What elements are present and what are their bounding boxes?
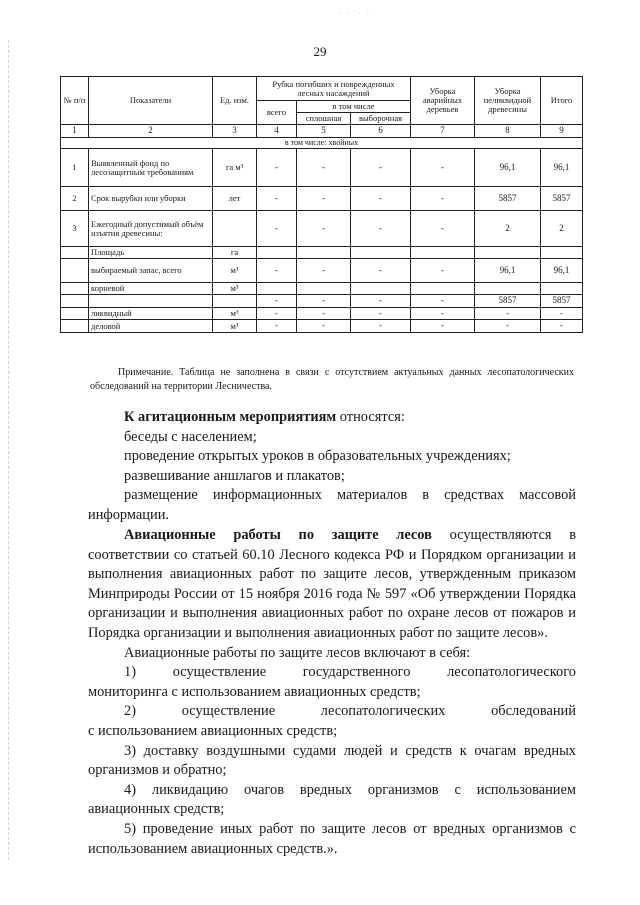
cell: - (297, 259, 351, 283)
row-num: 2 (61, 187, 89, 211)
header-felling-group: Рубка погибших и поврежденных лесных насаждений (257, 77, 411, 101)
row-name (89, 295, 213, 307)
cell: - (351, 295, 411, 307)
col-number: 6 (351, 125, 411, 138)
row-unit: га м³ (213, 149, 257, 187)
cell: - (257, 307, 297, 319)
row-name: Площадь (89, 247, 213, 259)
aviation-lead-bold: Авиационные работы по защите лесов (124, 527, 432, 543)
header-emergency: Уборка аварийных деревьев (411, 77, 475, 125)
table-row (61, 247, 583, 259)
row-unit: м³ (213, 307, 257, 319)
aviation-lead-rest: осуществляются в соответствии со статьей 60.10 Лесного кодекса РФ и Порядком организации и выполнения авиационных работ по защите лесов, утвержденным приказом Минприроды России от 15 ноября 2016 года № 597 «Об утверждении Порядка организации и выполнения авиационных работ по охране лесов от пожаров и Порядка организации и выполнения авиационных работ по защите лесов». (88, 527, 576, 641)
row-name: деловой (89, 320, 213, 332)
header-illiquid: Уборка неликвидной древесины (475, 77, 541, 125)
aviation-item-2-line (88, 702, 576, 722)
aviation-item-5: 5) проведение иных работ по защите лесов от вредных организмов с использованием авиационных средств.». (88, 820, 576, 857)
table-row (61, 149, 583, 187)
agitation-lead (88, 408, 576, 428)
col-number: 2 (89, 125, 213, 138)
cell: - (257, 187, 297, 211)
row-unit (213, 295, 257, 307)
row-unit: га (213, 247, 257, 259)
table-row (61, 187, 583, 211)
cell: - (475, 307, 541, 319)
row-num (61, 307, 89, 319)
col-number: 4 (257, 125, 297, 138)
subheader-conifer: в том числе: хвойных (61, 138, 583, 149)
enum-word: государственного (302, 664, 411, 681)
aviation-item-1-line (88, 663, 576, 683)
cell: - (541, 307, 583, 319)
cell: - (257, 149, 297, 187)
row-num (61, 247, 89, 259)
cell (411, 247, 475, 259)
row-num (61, 320, 89, 332)
top-mark: · · ˙· · (338, 10, 371, 18)
cell (351, 283, 411, 295)
cell: - (351, 149, 411, 187)
cell: 96,1 (541, 149, 583, 187)
cell (475, 247, 541, 259)
header-total: всего (257, 101, 297, 125)
cell: - (297, 211, 351, 247)
cell: - (411, 149, 475, 187)
cell: 5857 (475, 187, 541, 211)
cell: - (351, 211, 411, 247)
cell: - (297, 307, 351, 319)
agitation-section (88, 408, 576, 526)
cell (411, 283, 475, 295)
forest-protection-table (60, 76, 583, 333)
cell (297, 283, 351, 295)
cell: - (411, 320, 475, 332)
enum-word: осуществление (181, 703, 276, 720)
cell: - (297, 295, 351, 307)
cell: - (411, 259, 475, 283)
enum-word: лесопатологических (320, 703, 446, 720)
header-unit: Ед. изм. (213, 77, 257, 125)
aviation-includes: Авиационные работы по защите лесов включают в себя: (124, 644, 471, 661)
cell (475, 283, 541, 295)
cell: - (257, 295, 297, 307)
cell: - (351, 307, 411, 319)
cell (351, 247, 411, 259)
enum-number: 1) (124, 664, 136, 681)
agitation-lead-rest: относятся: (336, 409, 405, 425)
header-selective: выборочная (351, 113, 411, 125)
aviation-lead (88, 526, 576, 644)
enum-word: лесопатологического (447, 664, 576, 681)
cell: 5857 (541, 295, 583, 307)
row-unit (213, 211, 257, 247)
cell: - (411, 211, 475, 247)
enum-word: обследований (491, 703, 576, 720)
table-row (61, 320, 583, 332)
cell: 96,1 (475, 259, 541, 283)
cell: - (351, 320, 411, 332)
cell: - (297, 320, 351, 332)
row-unit: лет (213, 187, 257, 211)
cell: 5857 (475, 295, 541, 307)
row-num (61, 295, 89, 307)
cell (297, 247, 351, 259)
cell (541, 283, 583, 295)
cell: - (541, 320, 583, 332)
header-including: в том числе (297, 101, 411, 113)
aviation-item-3: 3) доставку воздушными судами людей и средств к очагам вредных организмов и обратно; (88, 742, 576, 779)
header-num: № п/п (61, 77, 89, 125)
cell: 96,1 (475, 149, 541, 187)
col-number: 9 (541, 125, 583, 138)
cell: - (297, 149, 351, 187)
row-num (61, 283, 89, 295)
agitation-item: размещение информационных материалов в средствах массовой информации. (88, 487, 576, 523)
cell: 2 (541, 211, 583, 247)
row-num (61, 259, 89, 283)
enum-word: осуществление (172, 664, 267, 681)
col-number: 3 (213, 125, 257, 138)
row-name: Срок вырубки или уборки (89, 187, 213, 211)
header-clear: сплошная (297, 113, 351, 125)
table-note: Примечание. Таблица не заполнена в связи с отсутствием актуальных данных лесопатологических обследований на территории Лесничества. (90, 367, 574, 392)
cell: - (351, 259, 411, 283)
cell: - (257, 211, 297, 247)
row-unit: м³ (213, 320, 257, 332)
left-margin-line (8, 40, 10, 860)
cell: - (475, 320, 541, 332)
table-row (61, 295, 583, 307)
aviation-section (88, 526, 576, 859)
cell (257, 247, 297, 259)
cell: - (351, 187, 411, 211)
cell: - (411, 307, 475, 319)
cell (257, 283, 297, 295)
agitation-item: беседы с населением; (124, 428, 257, 445)
cell: - (297, 187, 351, 211)
cell: - (257, 259, 297, 283)
cell: 5857 (541, 187, 583, 211)
cell: - (411, 295, 475, 307)
cell: - (257, 320, 297, 332)
row-name: Выявленный фонд по лесозащитным требованиям (89, 149, 213, 187)
agitation-lead-bold: К агитационным мероприятиям (124, 409, 337, 425)
row-name: ликвидный (89, 307, 213, 319)
aviation-item-2-cont: с использованием авиационных средств; (88, 722, 338, 739)
row-name: корневой (89, 283, 213, 295)
table-row (61, 259, 583, 283)
page-number: 29 (313, 44, 327, 59)
row-name: Ежегодный допустимый объём изъятия древесины: (89, 211, 213, 247)
row-num: 1 (61, 149, 89, 187)
col-number: 5 (297, 125, 351, 138)
col-number: 7 (411, 125, 475, 138)
row-unit: м³ (213, 259, 257, 283)
column-numbers-row (61, 125, 583, 138)
aviation-item-1-cont: мониторинга с использованием авиационных средств; (88, 683, 421, 700)
col-number: 1 (61, 125, 89, 138)
agitation-item: развешивание аншлагов и плакатов; (124, 467, 345, 484)
row-num: 3 (61, 211, 89, 247)
table-row (61, 211, 583, 247)
header-indicators: Показатели (89, 77, 213, 125)
header-sum: Итого (541, 77, 583, 125)
agitation-item: проведение открытых уроков в образовательных учреждениях; (124, 448, 511, 465)
table-row (61, 307, 583, 319)
aviation-item-4: 4) ликвидацию очагов вредных организмов с использованием авиационных средств; (88, 781, 576, 818)
row-unit: м³ (213, 283, 257, 295)
cell: 2 (475, 211, 541, 247)
row-name: выбираемый запас, всего (89, 259, 213, 283)
cell: 96,1 (541, 259, 583, 283)
table-row (61, 283, 583, 295)
enum-number: 2) (124, 703, 136, 720)
cell: - (411, 187, 475, 211)
cell (541, 247, 583, 259)
col-number: 8 (475, 125, 541, 138)
